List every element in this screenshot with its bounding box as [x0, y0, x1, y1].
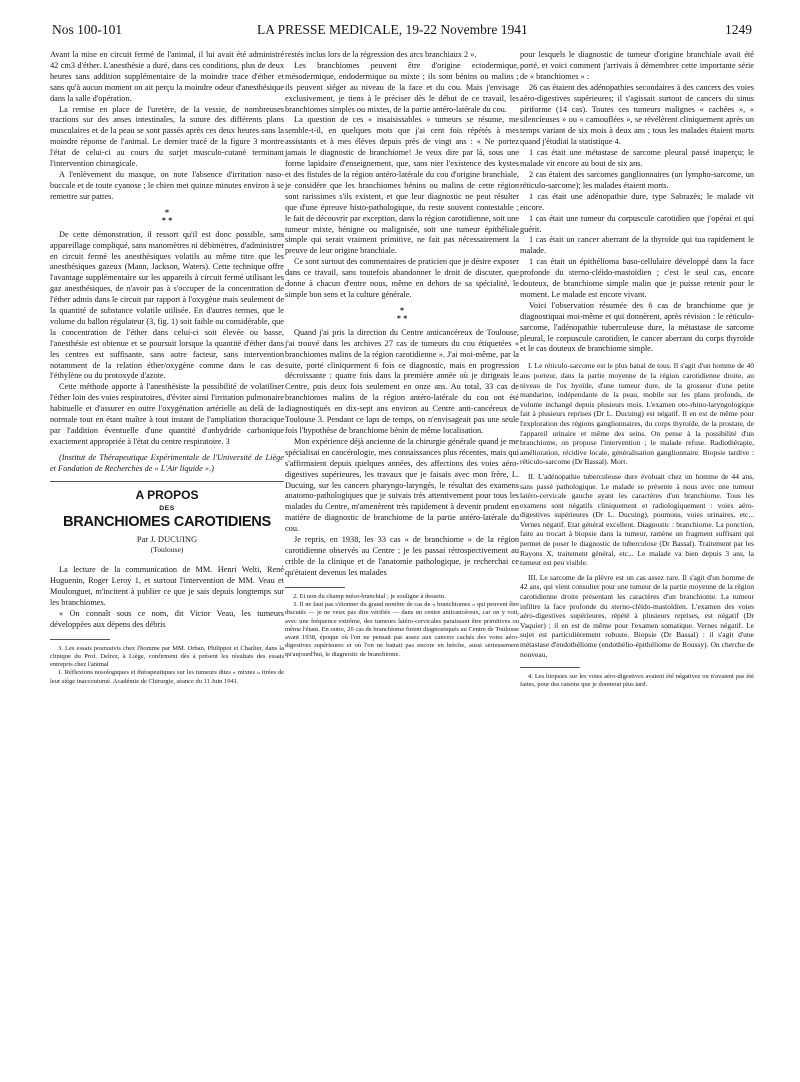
paragraph: restés inclus lors de la régression des arcs branchiaux 2 ».	[285, 50, 477, 59]
paragraph: La lecture de la communication de MM. Henri Welti, René Huguenin, Roger Leroy 1, et surtout l'intervention de MM. Veau et Moulonguet, m'incitent à publier ce que je sais depuis longtemps sur les branchiomes.	[50, 565, 284, 607]
paragraph: La question de ces « insaisissables » tumeurs se résume, me semble-t-il, en quelques mots que j'ai cent fois répétés à mes assistants et à mes élèves depuis près de vingt ans : « Ne portez jamais le diagnostic de branchiome! Je veux dire par là, sous une forme lapidaire d'enseignement, que, sans nier l'existence des kystes et des fistules de la région antéro-latérale du cou d'origine branchiale, je considère que les branchiomes bénins ou malins de cette région sont rarissimes s'ils existent, et que leur diagnostic ne peut résulter que d'une épreuve histo-pathologique, du reste souvent contestable ; le fait de découvrir par exception, dans la région carotidienne, soit une tumeur mixte, bénigne ou malignisée, soit une tumeur épithéliale simple qui serait vraiment primitive, ne fait pas nécessairement la preuve de leur origine branchiale.	[285, 115, 519, 256]
paragraph: Quand j'ai pris la direction du Centre anticancéreux de Toulouse, j'ai trouvé dans les archives 27 cas de tumeurs du cou étiquetées « branchiomes malins de la région carotidienne ». J'ai moi-même, par la suite, porté cliniquement 6 fois ce diagnostic, mais en progression décroissante : quatre fois dans la première année où je dirigeais le Centre, puis deux fois seulement en onze ans. Au total, 33 cas de branchiomes malins de la région antéro-latérale du cou ont été diagnostiqués en dix-sept ans environ au Centre anti-cancéreux de Toulouse 3. Pendant ce laps de temps, on n'envisageait pas une seule fois l'hypothèse de branchiome bénin de même localisation.	[285, 327, 519, 435]
article-separator	[50, 481, 284, 482]
observation-2: II. L'adénopathie tuberculeuse dure évoluait chez un homme de 44 ans, sans passé pathologique. Le malade se présente à nous avec une tumeur latéro-cervicale gauche ayant les caractères d'un branchiome. Tous les examens sont négatifs cliniquement et radiologiquement : voies aéro-digestives supérieures (Dr L. Ducuing), poumons, voies urinaires, etc... Vernes négatif. Etat général excellent. Diagnostic : branchiome. La ponction, faite au trocart à biopsie dans la tumeur, ramène un fragment suffisant qui permet de poser le diagnostic de tuberculose (Dr Bassal). Traitement par les Rayons X, traitement général, etc... Le malade va bien depuis 3 ans, la tumeur est peu visible.	[520, 471, 754, 568]
paragraph: La remise en place de l'uretère, de la vessie, de nombreuses tractions sur des anses intestinales, la suture des différents plans musculaires et de la peau se sont passés après ces deux heures sans la moindre réponse de l'animal. Le dernier tracé de la figure 3 montre l'état de celui-ci au cours du surjet musculo-cutané terminant l'intervention chirurgicale.	[50, 104, 284, 169]
column-3	[520, 50, 754, 690]
paragraph: 2 cas étaient des sarcomes ganglionnaires (un lympho-sarcome, un réticulo-sarcome); les malades étaient morts.	[520, 169, 754, 190]
running-header	[52, 22, 752, 42]
paragraph: Avant la mise en circuit fermé de l'animal, il lui avait été administré 42 cm3 d'éther. L'anesthésie a duré, dans ces conditions, plus de deux heures sans addition supplémentaire de la moindre trace d'éther et sans qu'à aucun moment on ait perçu la moindre odeur d'anesthésique dans la salle d'opération.	[50, 50, 284, 103]
paragraph: pour lesquels le diagnostic de tumeur d'origine branchiale avait été porté, et voici comment j'arrivais à démembrer cette importante série de « branchiomes » :	[520, 50, 754, 81]
footnote-rule	[520, 667, 580, 668]
footnote: 1. Réflexions nosologiques et thérapeutiques sur les tumeurs dites « mixtes » tirées de leur siège inaccoutumé. Académie de Chirurgie, séance du 11 Juin 1941.	[50, 669, 284, 685]
article-location: (Toulouse)	[150, 545, 184, 555]
journal-title-date: LA PRESSE MEDICALE, 19-22 Novembre 1941	[257, 22, 528, 37]
page-number: 1249	[725, 22, 752, 37]
section-break-asterisks: * * *	[161, 206, 173, 225]
paragraph: Mon expérience déjà ancienne de la chirurgie générale quand je me spécialisai en cancérologie, mes connaissances plus récentes, mais qui s'affirmaient depuis quelques années, des affections des voies aéro-digestives supérieures, les travaux que je faisais avec mon frère, L. Ducuing, sur les cancers pharyngo-laryngés, le résultat des examens anatomo-pathologiques que je suivais très attentivement pour tous les malades du Centre, m'amenèrent très rapidement à devenir prudent en matière de diagnostic de branchiome de la partie antéro-latérale du cou.	[285, 436, 519, 534]
article-kicker-des: DES	[159, 504, 175, 512]
footnotes	[285, 593, 519, 659]
paragraph: 1 cas était une métastase de sarcome pleural passé inaperçu; le malade vit encore au bout de six ans.	[520, 148, 754, 169]
footnotes	[50, 645, 284, 686]
paragraph: Les branchiomes peuvent être d'origine ectodermique, mésodermique, endodermique ou mixte ; ils sont bénins ou malins ; ils peuvent siéger au niveau de la face et du cou. Mais j'envisage exclusivement, je tiens à le préciser dès le début de ce travail, les branchiomes simples ou mixtes, de la partie antéro-latérale du cou.	[285, 60, 519, 114]
footnote-rule	[50, 639, 110, 640]
footnote: 2. Et non du champ méso-branchial ; je souligne à dessein.	[293, 592, 446, 600]
case-observations	[520, 361, 754, 659]
paragraph: 26 cas étaient des adénopathies secondaires à des cancers des voies aéro-digestives supérieures; il s'agissait surtout de cancers du sinus piriforme (14 cas). Toutes ces tumeurs malignes « cachées », « silencieuses » ou « camouflées », se révélèrent cliniquement après un temps variant de six mois à deux ans ; tous les malades étaient morts quand j'étudiai la statistique 4.	[520, 82, 754, 147]
paragraph: Cette méthode apporte à l'anesthésiste la possibilité de volatiliser l'éther loin des voies respiratoires, d'éviter ainsi l'irritation pulmonaire habituelle et d'assurer en outre l'oxygénation artérielle au delà de la normale tout en étant maître à tout instant de l'ampliation thoracique par l'addition éventuelle d'une quantité d'anhydride carbonique exactement appropriée à l'état du centre respiratoire. 3	[50, 382, 284, 446]
paragraph: 1 cas était une adénopathie dure, type Sabrazès; le malade vit encore.	[520, 191, 754, 212]
paragraph: 1 cas était une tumeur du corpuscule carotidien que j'opérai et qui guérit.	[520, 213, 754, 234]
footnote: 3. Les essais poursuivis chez l'homme par MM. Orban, Philippot et Charlier, dans la clinique du Prof. Delrez, à Liège, confirment dès à présent les résultats des essais entrepris chez l'animal	[50, 644, 284, 669]
paragraph: De cette démonstration, il ressort qu'il est donc possible, sans appareillage compliqué, sans manomètres ni débimètres, d'administrer en circuit fermé les anesthésiques volatils au même titre que les anesthésiques gazeux (Mann, Jackson, Waters). Cette technique offre l'avantage supplémentaire sur les appareils à circuit fermé utilisant les gaz anesthésiques, de n'avoir pas à s'occuper de la concentration de l'éther admis dans le circuit par rapport à l'oxygène mais seulement de la quantité de substance volatile utilisée. En d'autres termes, que le volume du ballon régulateur (3, fig. 1) soit faible ou considérable, que la concentration de l'éther dans celui-ci soit élevée ou basse, l'anesthésie est obtenue et se poursuit lorsque la quantité d'éther dans les centres est suffisante, sans autre facteur, sans intervention notamment de la relation éther/oxygène comme dans le cas de l'éthylène ou du protoxyde d'azote.	[50, 229, 284, 381]
article-author: Par J. DUCUING	[136, 534, 198, 545]
column-2	[285, 50, 519, 659]
footnote: 4. Les biopsies sur les voies aéro-digestives avaient été négatives ou n'avaient pas été faites, pour des raisons que je donnerai plus tard.	[520, 673, 754, 689]
article-kicker: A PROPOS	[135, 487, 199, 502]
footnote-rule	[285, 587, 345, 588]
paragraph: 1 cas était un cancer aberrant de la thyroïde qui tua rapidement le malade.	[520, 235, 754, 256]
article-title: BRANCHIOMES CAROTIDIENS	[63, 514, 271, 531]
institution-affiliation: (Institut de Thérapeutique Expérimentale de l'Université de Liège et Fondation de Recherches de « L'Air liquide ».)	[50, 452, 284, 473]
footnotes	[520, 673, 754, 690]
paragraph: 1 cas était un épithélioma baso-cellulaire développé dans la face profonde du sterno-cléido-mastoïdien ; c'est le seul cas, encore douteux, de branchiome simple malin que je puisse retenir pour le moment. Le malade est encore vivant.	[520, 257, 754, 299]
issue-number: Nos 100-101	[52, 22, 123, 37]
observation-3: III. Le sarcome de la plèvre est un cas assez rare. Il s'agit d'un homme de 42 ans, qui vient consulter pour une tumeur de la partie moyenne de la région carotidienne droite présentant les caractères d'un branchiome. La tumeur infiltre la face profonde du sterno-cléido-mastoïdien. L'examen des voies aéro-digestives supérieures, répété à plusieurs reprises, est négatif (Dr Vaquier) ; il en est de même pour l'examen somatique. Vernes négatif. Le sujet est particulièrement robuste. Biopsie (Dr Bassal) : il s'agit d'une métastase d'endothéliome (endothélio-épithéliome de Roussy). On cherche de nouveau,	[520, 572, 754, 659]
paragraph: Je repris, en 1938, les 33 cas « de branchiome » de la région carotidienne observés au Centre ; je les passai rétrospectivement au crible de la clinique et de l'anatomie pathologique, je recherchai ce qu'étaient devenus les malades	[285, 535, 519, 577]
paragraph: A l'enlèvement du masque, on note l'absence d'irritation naso-buccale et de toute cyanose ; le chien met quinze minutes environ à se remettre sur pattes.	[50, 169, 284, 201]
footnote: 3. Il ne faut pas s'étonner du grand nombre de cas de « branchiomes » qui peuvent être discutés — je ne veux pas dire vérifiés — dans un centre anticancéreux, car on y voit, avec une fréquence extrême, des tumeurs latéro-cervicales paraissant être primitives ou même l'étant. En outre, 26 cas de branchiome furent diagnostiqués au Centre de Toulouse avant 1938, époque où l'on ne pensait pas assez aux cancers cachés des voies aéro-digestives supérieures et où l'on ne battait pas encore en brèche, aussi sérieusement qu'aujourd'hui, le diagnostic de branchiome.	[285, 600, 519, 658]
section-break-asterisks: * * *	[396, 304, 408, 323]
paragraph: Ce sont surtout des commentaires de praticien que je désire exposer dans ce travail, sans toutefois abandonner le droit de discuter, que donne à chacun d'entre nous, même en dehors de sa spécialité, le simple bon sens et la culture générale.	[285, 257, 519, 299]
paragraph: Voici l'observation résumée des 6 cas de branchiome que je diagnostiquai moi-même et qui donnèrent, après révision : le réticulo-sarcome, l'adénopathie tuberculeuse dure, la métastase de sarcome pleural, le corpuscule carotidien, le cancer aberrant du corps thyroïde et le cas douteux de branchiome simple.	[520, 300, 754, 354]
observation-1: I. Le réticulo-sarcome est le plus banal de tous. Il s'agit d'un homme de 40 ans porteur, dans la partie moyenne de la région carotidienne droite, au niveau de l'os hyoïde, d'une tumeur dure, de la grosseur d'une petite mandarine, indépendante de la peau, mobile sur les plans profonds, de volume inchangé depuis plusieurs mois. L'examen oto-rhino-laryngologique fait à plusieurs reprises (Dr L. Ducuing) est négatif. Il en est de même pour l'exploration des régions ganglionnaires, du corps thyroïde, de la prostate, de l'appareil urinaire et même des seins. On pense à la possibilité d'un branchiome, on propose l'intervention ; le malade refuse. Radiothérapie, amélioration, récidive locale, généralisation ganglionnaire. Biopsie tardive : réticulo-sarcome (Dr Bassal). Mort.	[520, 361, 754, 467]
column-1	[50, 50, 284, 686]
paragraph: « On connaît sous ce nom, dit Victor Veau, les tumeurs développées aux dépens des débris	[50, 608, 284, 629]
